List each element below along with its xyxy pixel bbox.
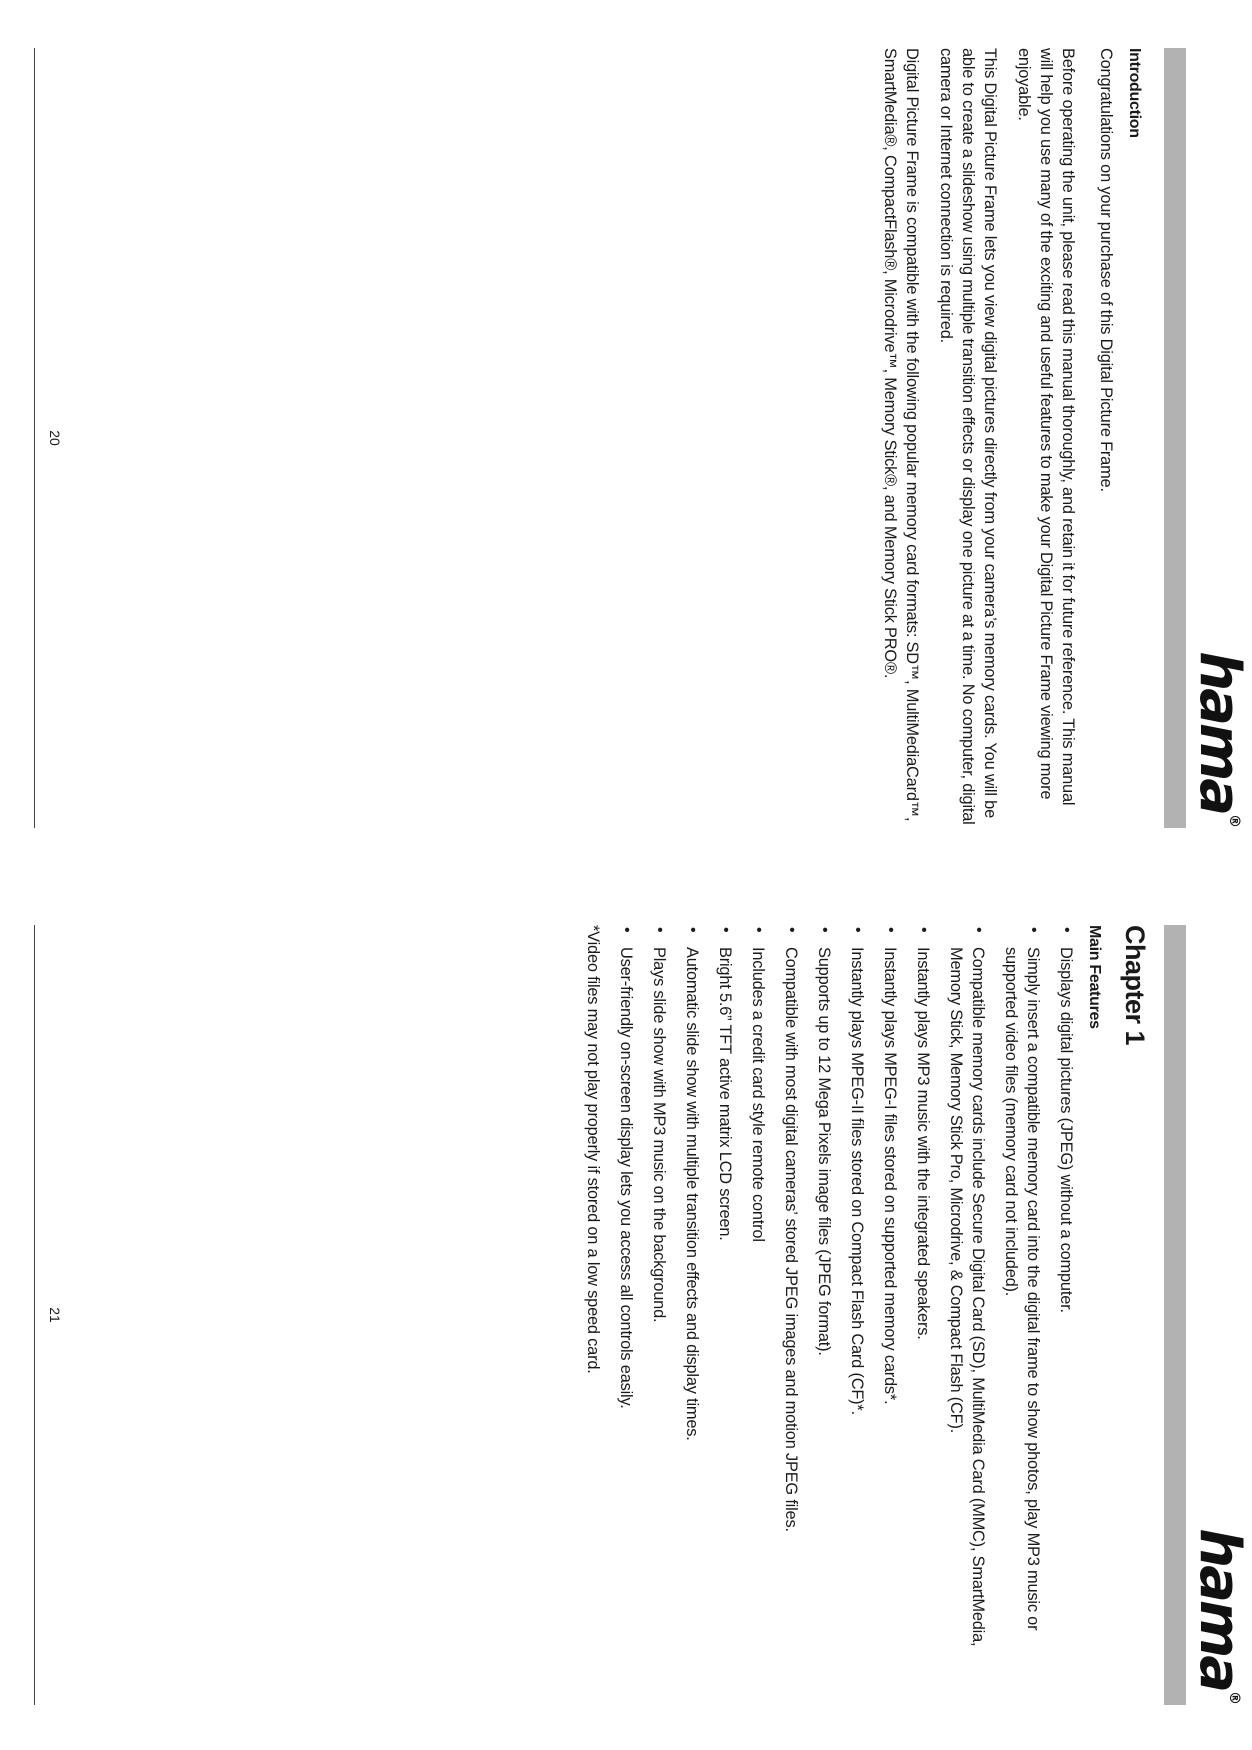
- list-item: • Supports up to 12 Mega Pixels image files (JPEG format).: [815, 927, 833, 1356]
- footer-rule: [34, 48, 35, 828]
- list-item: • Simply insert a compatible memory card into the digital frame to show photos, play MP3 music or supported video files (memory card not included).: [1002, 927, 1042, 1631]
- page-number: 21: [47, 1307, 63, 1323]
- chapter-title: Chapter 1: [1120, 925, 1150, 1046]
- bullet-icon: •: [970, 927, 987, 933]
- paragraph: Digital Picture Frame is compatible with the following popular memory card formats: SD™, MultiMediaCard™, SmartMedia®, CompactFlash®, Microdrive™, Memory Stick®, and Memory Stick PRO®.: [881, 48, 921, 822]
- brand-logo: hama®: [1187, 1528, 1252, 1705]
- list-item: • Compatible memory cards include Secure Digital Card (SD), MultiMedia Card (MMC), SmartMedia, Memory Stick, Memory Stick Pro, Microdrive, & Compact Flash (CF).: [947, 927, 987, 1647]
- bullet-icon: •: [1058, 927, 1075, 933]
- section-heading: Main Features: [1086, 925, 1103, 1029]
- header-band: [1164, 48, 1186, 828]
- bullet-icon: •: [882, 927, 899, 933]
- page-number: 20: [47, 430, 63, 446]
- bullet-icon: •: [1025, 927, 1042, 933]
- header-band: [1164, 925, 1186, 1705]
- list-item: • Automatic slide show with multiple transition effects and display times.: [683, 927, 701, 1441]
- bullet-icon: •: [783, 927, 800, 933]
- list-item: • Instantly plays MPEG-I files stored on supported memory cards*.: [881, 927, 899, 1405]
- introduction-section: [867, 48, 1145, 828]
- page-21: [0, 875, 1252, 1750]
- bullet-icon: •: [750, 927, 767, 933]
- main-features-section: [582, 925, 1153, 1705]
- bullet-icon: •: [816, 927, 833, 933]
- footnote: *Video files may not play properly if stored on a low speed card.: [584, 925, 602, 1374]
- footer-rule: [34, 925, 35, 1705]
- paragraph: Congratulations on your purchase of this Digital Picture Frame.: [1097, 48, 1115, 492]
- features-list: [615, 925, 1077, 1705]
- paragraph: Before operating the unit, please read this manual thoroughly, and retain it for future reference. This manual will help you use many of the exciting and useful features to make your Digital Picture Frame viewing more enjoyable.: [1015, 48, 1077, 806]
- list-item: • Includes a credit card style remote control: [749, 927, 767, 1242]
- paragraph: This Digital Picture Frame lets you view digital pictures directly from your camera’s memory cards. You will be able to create a slideshow using multiple transition effects or display one picture at a time. No computer, digital camera or Internet connection is required.: [937, 48, 999, 825]
- list-item: • Displays digital pictures (JPEG) without a computer.: [1057, 927, 1075, 1313]
- list-item: • Instantly plays MPEG-II files stored on Compact Flash Card (CF)*.: [848, 927, 866, 1415]
- bullet-icon: •: [849, 927, 866, 933]
- list-item: • Instantly plays MP3 music with the integrated speakers.: [914, 927, 932, 1340]
- list-item: • Compatible with most digital cameras’ stored JPEG images and motion JPEG files.: [782, 927, 800, 1532]
- list-item: • Plays slide show with MP3 music on the background.: [650, 927, 668, 1323]
- bullet-icon: •: [717, 927, 734, 933]
- bullet-icon: •: [651, 927, 668, 933]
- bullet-icon: •: [684, 927, 701, 933]
- list-item: • Bright 5.6” TFT active matrix LCD screen.: [716, 927, 734, 1241]
- bullet-icon: •: [915, 927, 932, 933]
- section-heading: Introduction: [1126, 48, 1143, 138]
- brand-logo: hama®: [1187, 651, 1252, 828]
- list-item: • User-friendly on-screen display lets you access all controls easily.: [617, 927, 635, 1409]
- page-20-content: [0, 48, 1252, 828]
- page-21-content: [0, 925, 1252, 1705]
- bullet-icon: •: [618, 927, 635, 933]
